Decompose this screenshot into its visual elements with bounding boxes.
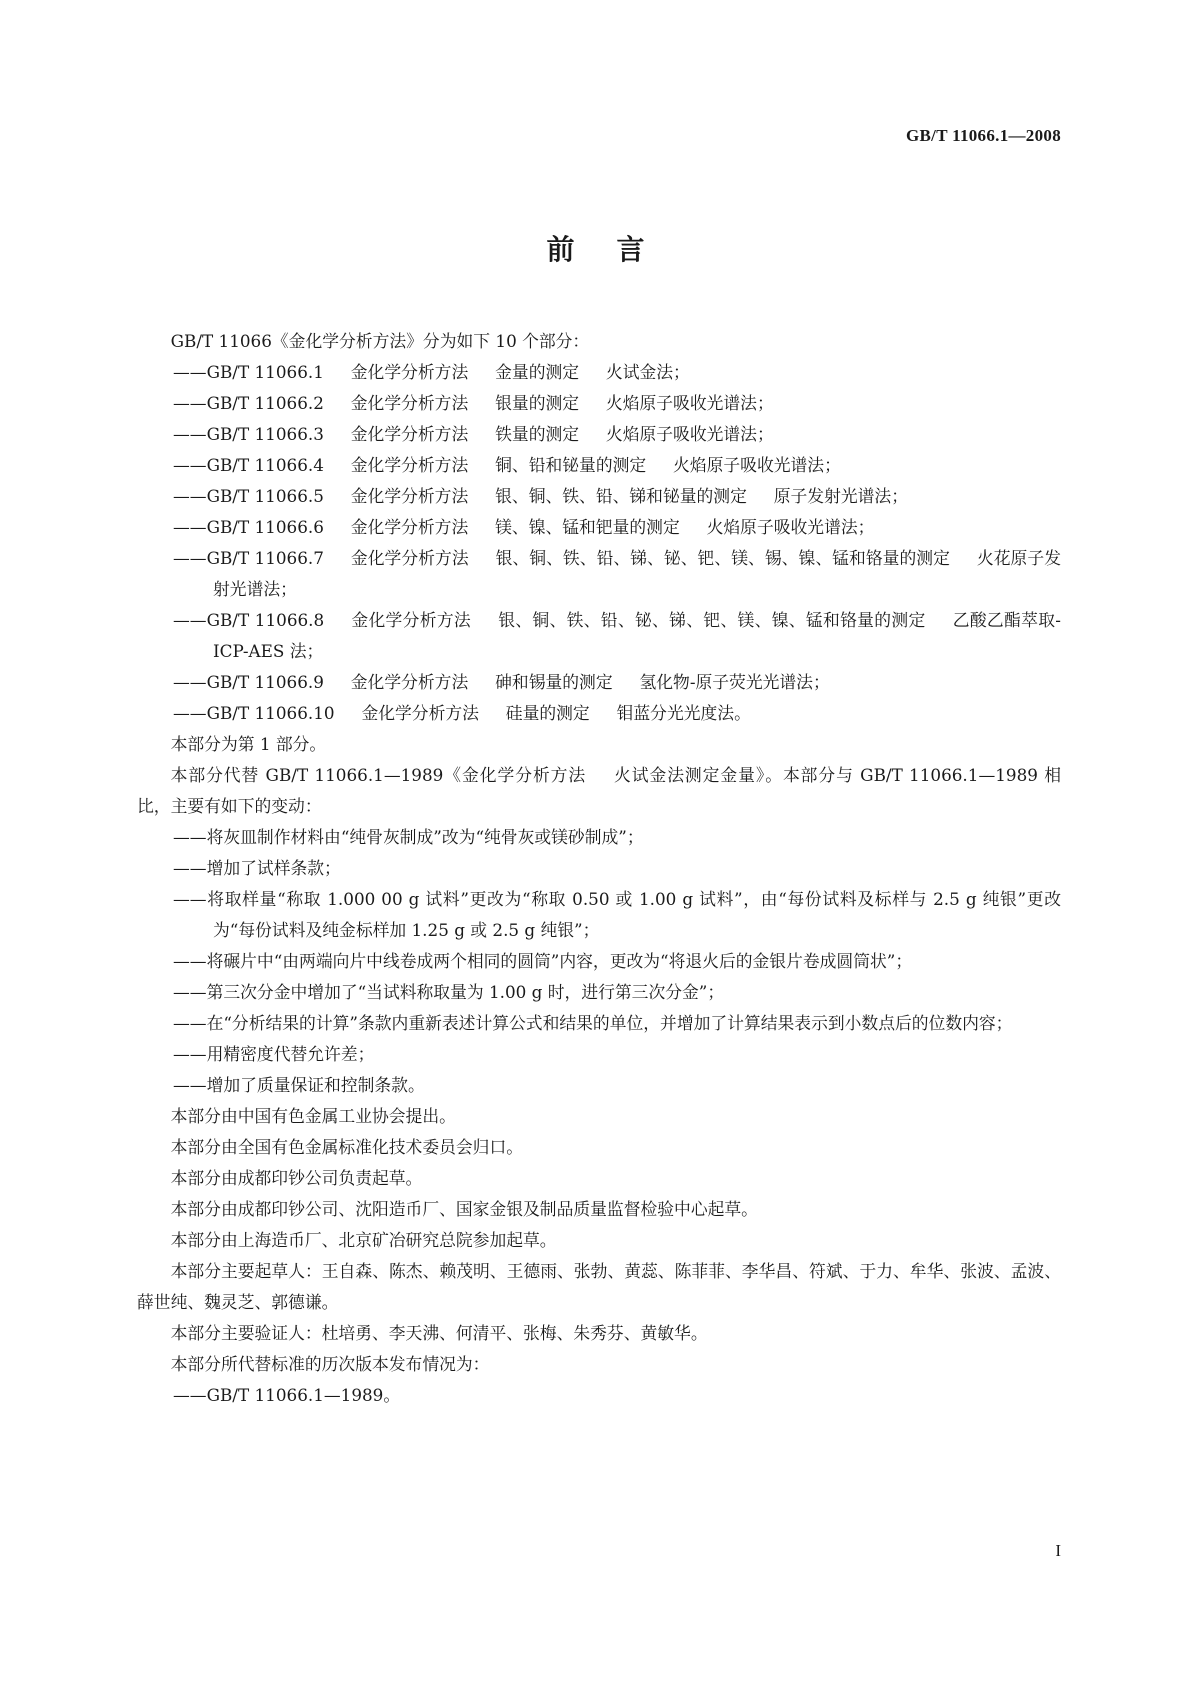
part-name: 金化学分析方法 <box>350 362 469 382</box>
change-item: ——增加了质量保证和控制条款。 <box>173 1075 425 1095</box>
statement-committee: 本部分由全国有色金属标准化技术委员会归口。 <box>170 1137 524 1157</box>
part-code: ——GB/T 11066.1 <box>173 362 324 382</box>
change-item: ——用精密度代替允许差； <box>173 1044 375 1064</box>
part-name: 金化学分析方法 <box>361 703 479 723</box>
part-method: 钼蓝分光光度法。 <box>616 703 751 723</box>
page-number: I <box>1055 1541 1061 1560</box>
history-item: ——GB/T 11066.1—1989。 <box>173 1385 401 1405</box>
part-name: 金化学分析方法 <box>350 517 469 537</box>
changes-list <box>137 822 1061 1101</box>
part-method: 火焰原子吸收光谱法； <box>706 517 875 537</box>
part-item <box>137 450 1061 481</box>
statement-main-verifiers: 本部分主要验证人：杜培勇、李天沸、何清平、张梅、朱秀芬、黄敏华。 <box>170 1323 708 1343</box>
part-item <box>137 388 1061 419</box>
change-item: ——将碾片中“由两端向片中线卷成两个相同的圆筒”内容，更改为“将退火后的金银片卷成圆筒状”； <box>173 951 913 971</box>
part-method: 氢化物-原子荧光光谱法； <box>639 672 830 692</box>
part-name: 金化学分析方法 <box>350 455 469 475</box>
statement-responsible-drafter: 本部分由成都印钞公司负责起草。 <box>170 1168 423 1188</box>
part-method: 火焰原子吸收光谱法； <box>605 424 774 444</box>
part-method: 火花原子发射光谱法； <box>213 548 1061 599</box>
part-item-measured: 银、铜、铁、铅、铋、锑、钯、镁、镍、锰和铬量的测定 <box>497 610 926 630</box>
part-code: ——GB/T 11066.3 <box>173 424 324 444</box>
replace-statement <box>137 760 1061 822</box>
part-item-measured: 铜、铅和铋量的测定 <box>495 455 647 475</box>
part-method: 火焰原子吸收光谱法； <box>673 455 841 475</box>
statement-history-intro: 本部分所代替标准的历次版本发布情况为： <box>170 1354 490 1374</box>
part-item <box>137 667 1061 698</box>
part-code: ——GB/T 11066.10 <box>173 703 335 723</box>
part-method: 乙酸乙酯萃取-ICP-AES 法； <box>213 610 1061 661</box>
part-code: ——GB/T 11066.6 <box>173 517 324 537</box>
part-item-measured: 铁量的测定 <box>495 424 580 444</box>
change-item: ——将取样量“称取 1.000 00 g 试料”更改为“称取 0.50 或 1.00 g 试料”，由“每份试料及标样与 2.5 g 纯银”更改为“每份试料及纯金标样加 1.25 g 或 2.5 g 纯银”； <box>173 889 1061 940</box>
part-item-measured: 银量的测定 <box>495 393 580 413</box>
statement-drafting-units: 本部分由成都印钞公司、沈阳造币厂、国家金银及制品质量监督检验中心起草。 <box>170 1199 758 1219</box>
replace-statement-lead: 本部分代替 GB/T 11066.1—1989《金化学分析方法 <box>170 765 587 785</box>
part-item-measured: 砷和锡量的测定 <box>495 672 613 692</box>
intro-paragraph: GB/T 11066《金化学分析方法》分为如下 10 个部分： <box>170 331 590 351</box>
part-name: 金化学分析方法 <box>350 486 469 506</box>
part-code: ——GB/T 11066.5 <box>173 486 324 506</box>
part-item-measured: 银、铜、铁、铅、锑和铋量的测定 <box>495 486 747 506</box>
part-name: 金化学分析方法 <box>351 610 472 630</box>
part-item <box>137 357 1061 388</box>
part-method: 火试金法； <box>605 362 690 382</box>
part-item-measured: 银、铜、铁、铅、锑、铋、钯、镁、锡、镍、锰和铬量的测定 <box>495 548 950 568</box>
part-item <box>137 419 1061 450</box>
page-title: 前言 <box>546 233 687 266</box>
part-item <box>137 605 1061 667</box>
part-code: ——GB/T 11066.8 <box>173 610 325 630</box>
change-item: ——在“分析结果的计算”条款内重新表述计算公式和结果的单位，并增加了计算结果表示到小数点后的位数内容； <box>173 1013 1013 1033</box>
part-method: 火焰原子吸收光谱法； <box>605 393 774 413</box>
part-code: ——GB/T 11066.7 <box>173 548 324 568</box>
foreword-body <box>137 326 1061 1411</box>
part-statement: 本部分为第 1 部分。 <box>170 734 327 754</box>
change-item: ——第三次分金中增加了“当试料称取量为 1.00 g 时，进行第三次分金”； <box>173 982 725 1002</box>
part-code: ——GB/T 11066.4 <box>173 455 324 475</box>
part-item-measured: 金量的测定 <box>495 362 580 382</box>
part-code: ——GB/T 11066.9 <box>173 672 324 692</box>
part-name: 金化学分析方法 <box>350 548 469 568</box>
replace-statement-tail: 火试金法测定金量》。本部分与 GB/T 11066.1—1989 相比，主要有如下的变动： <box>137 765 1061 816</box>
document-code: GB/T 11066.1—2008 <box>906 126 1061 145</box>
part-item <box>137 543 1061 605</box>
part-item <box>137 698 1061 729</box>
statement-proposer: 本部分由中国有色金属工业协会提出。 <box>170 1106 456 1126</box>
part-item-measured: 硅量的测定 <box>505 703 590 723</box>
statement-participating-units: 本部分由上海造币厂、北京矿冶研究总院参加起草。 <box>170 1230 557 1250</box>
part-item <box>137 481 1061 512</box>
statement-main-drafters: 本部分主要起草人：王自森、陈杰、赖茂明、王德雨、张勃、黄蕊、陈菲菲、李华昌、符斌、于力、牟华、张波、孟波、薛世纯、魏灵芝、郭德谦。 <box>137 1261 1061 1312</box>
part-code: ——GB/T 11066.2 <box>173 393 324 413</box>
part-item-measured: 镁、镍、锰和钯量的测定 <box>495 517 680 537</box>
part-item <box>137 512 1061 543</box>
history-list <box>137 1380 1061 1411</box>
statements-list <box>137 1101 1061 1380</box>
change-item: ——增加了试样条款； <box>173 858 341 878</box>
part-name: 金化学分析方法 <box>350 393 469 413</box>
part-name: 金化学分析方法 <box>350 672 469 692</box>
part-method: 原子发射光谱法； <box>773 486 908 506</box>
parts-list <box>137 357 1061 729</box>
change-item: ——将灰皿制作材料由“纯骨灰制成”改为“纯骨灰或镁砂制成”； <box>173 827 644 847</box>
part-name: 金化学分析方法 <box>350 424 469 444</box>
